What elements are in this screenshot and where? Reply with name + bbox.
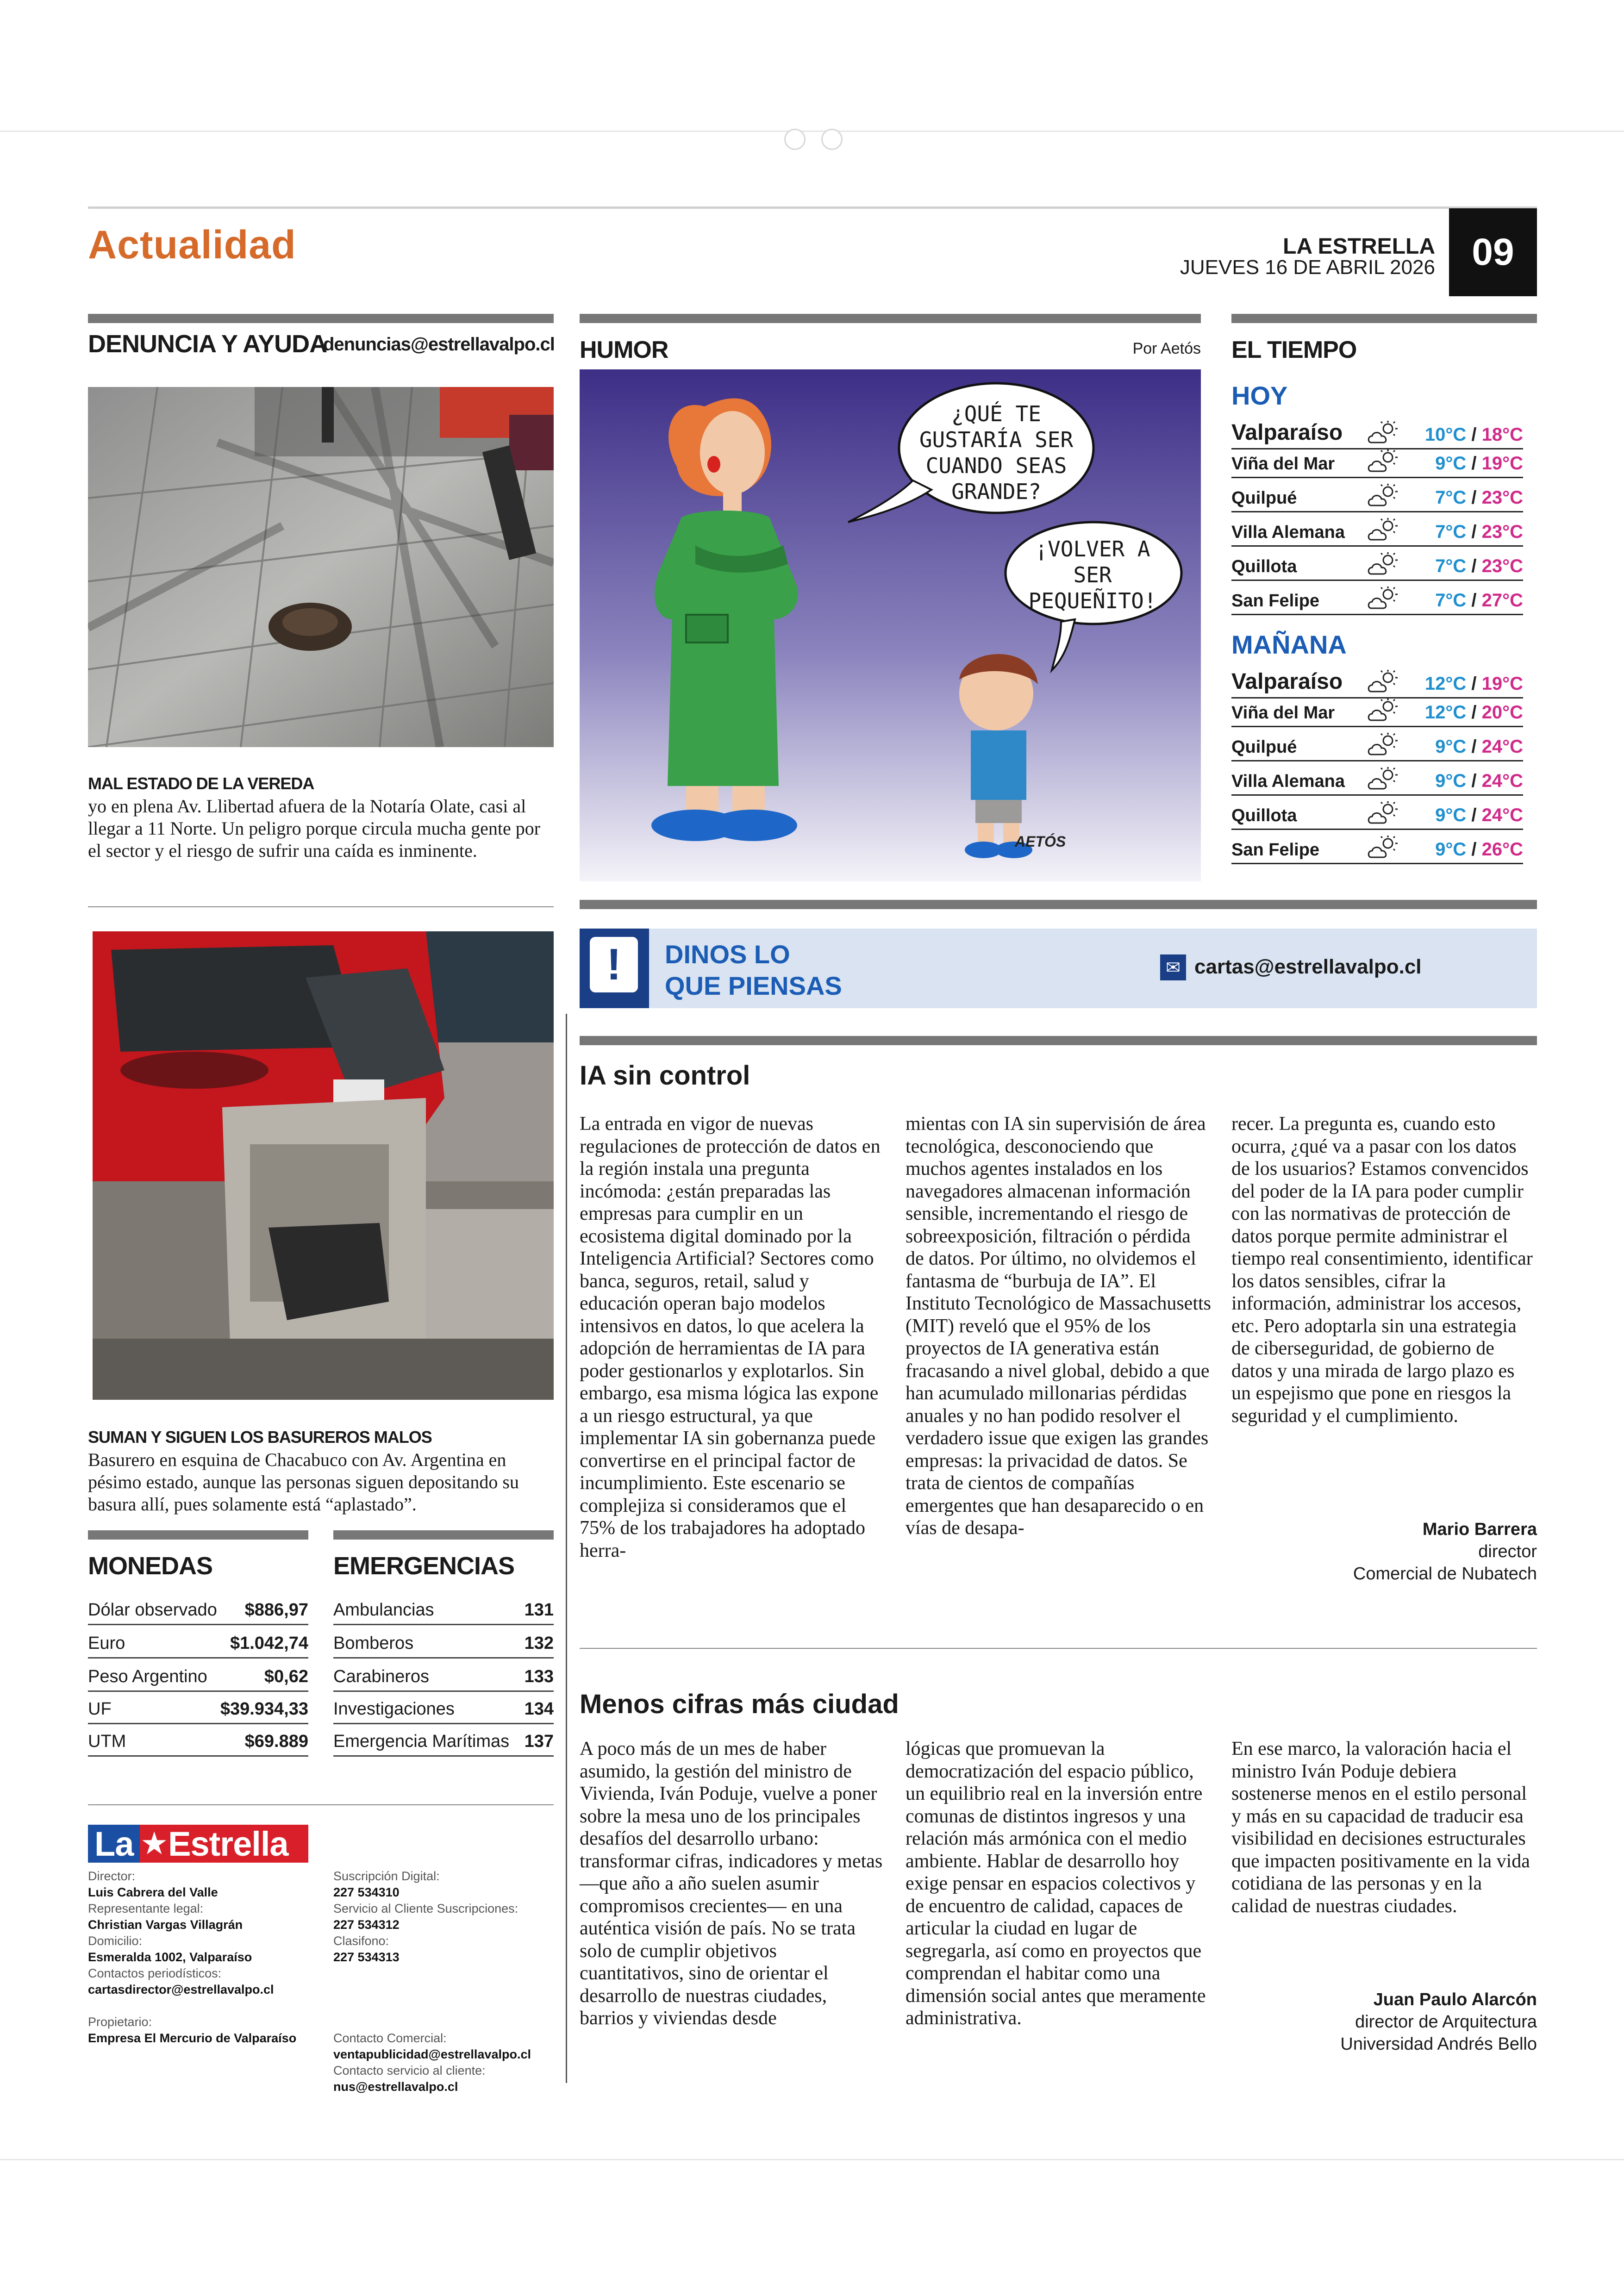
letter2-role: director de Arquitectura [1355, 2012, 1537, 2032]
temp-max: 23°C [1481, 487, 1523, 508]
table-row [88, 1659, 308, 1692]
weather-city: Quilpué [1231, 737, 1297, 757]
temp-min: 12°C [1424, 702, 1467, 723]
partly-cloudy-icon [1367, 669, 1402, 695]
letter2-col2: lógicas que promuevan la democratización del espacio público, un equilibrio real en la inversión entre comunas de distintos ingresos y una relación más armónica con el medio ambiente. Hablar de desarrollo hoy exige pensar en espacios colectivos y de encuentro de calidad, capaces de articular la ciudad en lugar de segregarla, así como en proyectos que comprendan el habitar como una dimensión social antes que meramente administrativa. [906, 1738, 1206, 2029]
divider [88, 1804, 554, 1805]
section-bar [88, 314, 554, 323]
currency-label: Dólar observado [88, 1600, 217, 1620]
weather-city: Quillota [1231, 557, 1297, 576]
weather-temp [1425, 424, 1523, 445]
weather-row [1231, 413, 1523, 449]
trash-bin-photo [93, 931, 554, 1400]
header-rule [88, 206, 1537, 209]
weather-city: Valparaíso [1231, 420, 1343, 445]
weather-temp [1425, 702, 1523, 723]
currency-value: $0,62 [264, 1667, 308, 1686]
table-row [333, 1626, 554, 1659]
table-row [88, 1626, 308, 1659]
exclamation-icon: ! [590, 937, 638, 992]
contactos-label: Contactos periodísticos: [88, 1966, 222, 1980]
temp-min: 9°C [1435, 771, 1467, 791]
weather-row [1231, 662, 1523, 698]
letter1-org: Comercial de Nubatech [1353, 1564, 1537, 1584]
currency-value: $1.042,74 [230, 1634, 308, 1653]
partly-cloudy-icon [1367, 449, 1402, 475]
caption1-title: MAL ESTADO DE LA VEREDA [88, 774, 314, 793]
partly-cloudy-icon [1367, 767, 1402, 792]
section-bar [88, 1530, 308, 1540]
director-name: Luis Cabrera del Valle [88, 1885, 218, 1899]
temp-separator: / [1466, 556, 1482, 576]
dinos-line1: DINOS LO [665, 940, 790, 969]
emergencias-title: EMERGENCIAS [333, 1552, 515, 1580]
weather-temp [1435, 590, 1523, 611]
weather-city: Viña del Mar [1231, 703, 1335, 723]
phone-number[interactable]: 134 [524, 1699, 554, 1719]
temp-max: 26°C [1481, 839, 1523, 860]
partly-cloudy-icon [1367, 698, 1402, 724]
letter1-col1: La entrada en vigor de nuevas regulaciones de protección de datos en la región instala una pregunta incómoda: ¿están preparadas las empresas para cumplir en un ecosistema digital dominado por la Inteligencia Artificial? Sectores como banca, seguros, retail, salud y educación operan bajo modelos intensivos en datos, lo que acelera la adopción de herramientas de IA para poder gestionarlos y explotarlos. Sin embargo, esa misma lógica las expone a un riesgo estructural, ya que implementar IA sin gobernanza puede convertirse en el principal factor de incumplimiento. Este escenario se complejiza si consideramos que el 75% de los trabajadores ha adoptado herra- [580, 1113, 881, 1561]
weather-row [1231, 516, 1523, 547]
temp-max: 27°C [1481, 590, 1523, 611]
letter1-role: director [1478, 1542, 1537, 1561]
vertical-divider [566, 1014, 567, 2083]
table-row [88, 1724, 308, 1757]
propietario-label: Propietario: [88, 2015, 152, 2029]
temp-min: 12°C [1424, 674, 1467, 694]
speech-bubble-1: ¿QUÉ TE GUSTARÍA SER CUANDO SEAS GRANDE? [919, 401, 1074, 504]
caption2-text: Basurero en esquina de Chacabuco con Av. Argentina en pésimo estado, aunque las personas siguen depositando su basura allí, pues solamente está “aplastado”. [88, 1449, 519, 1515]
weather-city: Villa Alemana [1231, 523, 1345, 542]
weather-city: Quillota [1231, 806, 1297, 825]
mail-icon: ✉ [1160, 954, 1186, 980]
temp-min: 9°C [1435, 839, 1467, 860]
estrella-logo [88, 1825, 308, 1863]
servicio2-email[interactable]: nus@estrellavalpo.cl [333, 2080, 458, 2094]
weather-city: San Felipe [1231, 840, 1320, 860]
temp-separator: / [1466, 771, 1482, 791]
weather-temp [1435, 839, 1523, 860]
weather-city: Quilpué [1231, 488, 1297, 508]
table-row [88, 1592, 308, 1625]
temp-max: 24°C [1481, 736, 1523, 757]
weather-row [1231, 799, 1523, 830]
star-icon: ★ [142, 1828, 167, 1859]
temp-separator: / [1466, 487, 1482, 508]
section-title: Actualidad [88, 223, 296, 267]
temp-separator: / [1466, 736, 1482, 757]
suscripcion-label: Suscripción Digital: [333, 1869, 440, 1883]
section-bar [580, 900, 1537, 909]
servicio-label: Servicio al Cliente Suscripciones: [333, 1902, 518, 1915]
currency-value: $39.934,33 [220, 1699, 308, 1719]
paper-name: LA ESTRELLA [1283, 234, 1435, 259]
temp-separator: / [1466, 674, 1482, 694]
cartoon-signature: AETÓS [1015, 833, 1066, 850]
partly-cloudy-icon [1367, 552, 1402, 578]
speech-bubble-2: ¡VOLVER A SER PEQUEÑITO! [1028, 536, 1157, 613]
director-label: Director: [88, 1869, 136, 1883]
temp-max: 23°C [1481, 556, 1523, 576]
humor-cartoon [580, 369, 1201, 881]
humor-author: Por Aetós [1132, 340, 1201, 357]
temp-min: 9°C [1435, 805, 1467, 825]
weather-temp [1435, 522, 1523, 543]
phone-number[interactable]: 131 [524, 1600, 554, 1620]
table-row [333, 1724, 554, 1757]
letter1-col2: mientas con IA sin supervisión de área tecnológica, desconociendo que muchos agentes instalados en los navegadores almacenan información sensible, incrementando el riesgo de sobreexposición, filtración o pérdida de datos. Por último, no olvidemos el fantasma de “burbuja de IA”. El Instituto Tecnológico de Massachusetts (MIT) reveló que el 95% de los proyectos de IA generativa están fracasando a nivel global, debido a que han acumulado millonarias pérdidas anuales y no han podido resolver el verdadero issue que exigen las grandes empresas: la privacidad de datos. Se trata de cientos de compañías emergentes que han desaparecido o en vías de desapa- [906, 1113, 1212, 1539]
partly-cloudy-icon [1367, 835, 1402, 861]
weather-city: Valparaíso [1231, 669, 1343, 694]
servicio2-label: Contacto servicio al cliente: [333, 2064, 486, 2077]
weather-temp [1425, 674, 1523, 694]
temp-max: 20°C [1481, 702, 1523, 723]
weather-row [1231, 765, 1523, 796]
comercial-email[interactable]: ventapublicidad@estrellavalpo.cl [333, 2047, 531, 2061]
phone-number[interactable]: 132 [524, 1634, 554, 1653]
weather-temp [1435, 736, 1523, 757]
temp-min: 9°C [1435, 453, 1467, 474]
temp-min: 7°C [1435, 522, 1467, 542]
table-row [333, 1691, 554, 1724]
temp-min: 10°C [1424, 424, 1467, 445]
weather-row [1231, 481, 1523, 512]
monedas-title: MONEDAS [88, 1552, 213, 1580]
legal-name: Christian Vargas Villagrán [88, 1918, 243, 1932]
service-label: Ambulancias [333, 1600, 434, 1620]
weather-row [1231, 550, 1523, 581]
service-label: Emergencia Marítimas [333, 1732, 510, 1751]
weather-temp [1435, 453, 1523, 474]
temp-min: 7°C [1435, 487, 1467, 508]
temp-separator: / [1466, 590, 1482, 611]
letter2-org: Universidad Andrés Bello [1340, 2034, 1537, 2054]
temp-separator: / [1466, 453, 1482, 474]
letter1-signature [1231, 1518, 1537, 1585]
clasifono-phone[interactable]: 227 534313 [333, 1950, 400, 1964]
phone-number[interactable]: 137 [524, 1732, 554, 1751]
currency-label: Euro [88, 1634, 125, 1653]
letter1-author: Mario Barrera [1422, 1520, 1537, 1539]
partly-cloudy-icon [1367, 483, 1402, 509]
temp-max: 24°C [1481, 771, 1523, 791]
temp-min: 7°C [1435, 590, 1467, 611]
temp-min: 9°C [1435, 736, 1467, 757]
masthead-left [88, 1868, 319, 2046]
weather-temp [1435, 556, 1523, 577]
logo-estrella: Estrella [168, 1824, 288, 1863]
currency-label: UTM [88, 1732, 126, 1751]
suscripcion-phone[interactable]: 227 534310 [333, 1885, 400, 1899]
partly-cloudy-icon [1367, 586, 1402, 612]
letter2-col1: A poco más de un mes de haber asumido, la gestión del ministro de Vivienda, Iván Poduje, vuelve a poner sobre la mesa uno de los principales desafíos del desarrollo urbano: transformar cifras, indicadores y metas —que año a año suelen asumir compromisos crecientes— en una auténtica visión de país. No se trata solo de cumplir objetivos cuantitativos, sino de orientar el desarrollo de nuestras ciudades, barrios y viviendas desde [580, 1738, 883, 2029]
temp-separator: / [1466, 839, 1482, 860]
table-row [333, 1659, 554, 1692]
dinos-banner [580, 929, 1537, 1008]
currency-label: UF [88, 1699, 112, 1719]
table-row [88, 1691, 308, 1724]
temp-separator: / [1466, 424, 1482, 445]
weather-temp [1435, 771, 1523, 792]
weather-today-label: HOY [1231, 381, 1288, 410]
currency-value: $69.889 [244, 1732, 308, 1751]
partly-cloudy-icon [1367, 518, 1402, 543]
temp-separator: / [1466, 805, 1482, 825]
weather-row [1231, 730, 1523, 761]
dinos-line2: QUE PIENSAS [665, 971, 842, 1000]
caption1-text: yo en plena Av. Llibertad afuera de la Notaría Olate, casi al llegar a 11 Norte. Un peligro porque circula mucha gente por el sector y el riesgo de sufrir una caída es inminente. [88, 796, 541, 861]
weather-title: EL TIEMPO [1231, 337, 1357, 363]
section-bar [580, 314, 1201, 323]
page-dot-icon [821, 129, 843, 150]
denuncia-email[interactable]: denuncias@estrellavalpo.cl [323, 334, 555, 355]
weather-row [1231, 447, 1523, 478]
section-bar [580, 1036, 1537, 1045]
page-number: 09 [1449, 208, 1537, 296]
letter2-title: Menos cifras más ciudad [580, 1689, 899, 1719]
temp-max: 18°C [1481, 424, 1523, 445]
contactos-email[interactable]: cartasdirector@estrellavalpo.cl [88, 1983, 274, 1996]
phone-number[interactable]: 133 [524, 1667, 554, 1686]
table-row [333, 1592, 554, 1625]
page-dot-icon [784, 129, 806, 150]
weather-row [1231, 696, 1523, 727]
weather-city: San Felipe [1231, 591, 1320, 611]
denuncia-title: DENUNCIA Y AYUDA [88, 330, 327, 358]
paper-date: JUEVES 16 DE ABRIL 2026 [1180, 256, 1435, 279]
weather-tomorrow-label: MAÑANA [1231, 630, 1347, 659]
temp-max: 24°C [1481, 805, 1523, 825]
comercial-label: Contacto Comercial: [333, 2031, 447, 2045]
partly-cloudy-icon [1367, 732, 1402, 758]
logo-la: La [88, 1825, 140, 1863]
caption2-title: SUMAN Y SIGUEN LOS BASUREROS MALOS [88, 1428, 432, 1447]
temp-max: 23°C [1481, 522, 1523, 542]
weather-city: Villa Alemana [1231, 772, 1345, 791]
dinos-email[interactable]: cartas@estrellavalpo.cl [1194, 955, 1422, 978]
letter1-col3: recer. La pregunta es, cuando esto ocurra, ¿qué va a pasar con los datos de los usuarios? Estamos convencidos del poder de la IA para poder cumplir con las normativas de protección de datos porque permite administrar el tiempo real consentimiento, identificar los datos sensibles, cifrar la información, administrar los accesos, etc. Pero adoptarla sin una estrategia de ciberseguridad, de gobierno de datos y una mirada de largo plazo es un espejismo que pone en riesgos la seguridad y el cumplimiento. [1231, 1113, 1533, 1427]
letter2-author: Juan Paulo Alarcón [1373, 1990, 1537, 2009]
humor-title: HUMOR [580, 337, 668, 363]
letter2-signature [1231, 1989, 1537, 2055]
temp-separator: / [1466, 522, 1482, 542]
masthead-right [333, 1868, 556, 2095]
divider [580, 1648, 1537, 1649]
legal-label: Representante legal: [88, 1902, 204, 1915]
currency-label: Peso Argentino [88, 1667, 207, 1686]
temp-max: 19°C [1481, 453, 1523, 474]
dinos-heading [665, 939, 842, 1002]
servicio-phone[interactable]: 227 534312 [333, 1918, 400, 1932]
weather-temp [1435, 805, 1523, 826]
sidewalk-photo [88, 387, 554, 747]
letter1-title: IA sin control [580, 1060, 750, 1091]
section-bar [333, 1530, 554, 1540]
currency-value: $886,97 [244, 1600, 308, 1620]
service-label: Carabineros [333, 1667, 429, 1686]
domicilio: Esmeralda 1002, Valparaíso [88, 1950, 252, 1964]
partly-cloudy-icon [1367, 801, 1402, 827]
divider [88, 906, 554, 907]
letter2-col3: En ese marco, la valoración hacia el ministro Iván Poduje debiera sostenerse menos en el estilo personal y más en su capacidad de traducir esa visibilidad en decisiones estructurales que impacten positivamente en la vida cotidiana de las personas y en la calidad de nuestras ciudades. [1231, 1738, 1530, 1917]
clasifono-label: Clasifono: [333, 1934, 389, 1948]
weather-city: Viña del Mar [1231, 454, 1335, 474]
temp-min: 7°C [1435, 556, 1467, 576]
weather-row [1231, 584, 1523, 615]
service-label: Bomberos [333, 1634, 414, 1653]
weather-row [1231, 833, 1523, 864]
partly-cloudy-icon [1367, 420, 1402, 446]
temp-separator: / [1466, 702, 1482, 723]
domicilio-label: Domicilio: [88, 1934, 143, 1948]
propietario: Empresa El Mercurio de Valparaíso [88, 2031, 297, 2045]
weather-temp [1435, 487, 1523, 508]
section-bar [1231, 314, 1537, 323]
temp-max: 19°C [1481, 674, 1523, 694]
service-label: Investigaciones [333, 1699, 455, 1719]
